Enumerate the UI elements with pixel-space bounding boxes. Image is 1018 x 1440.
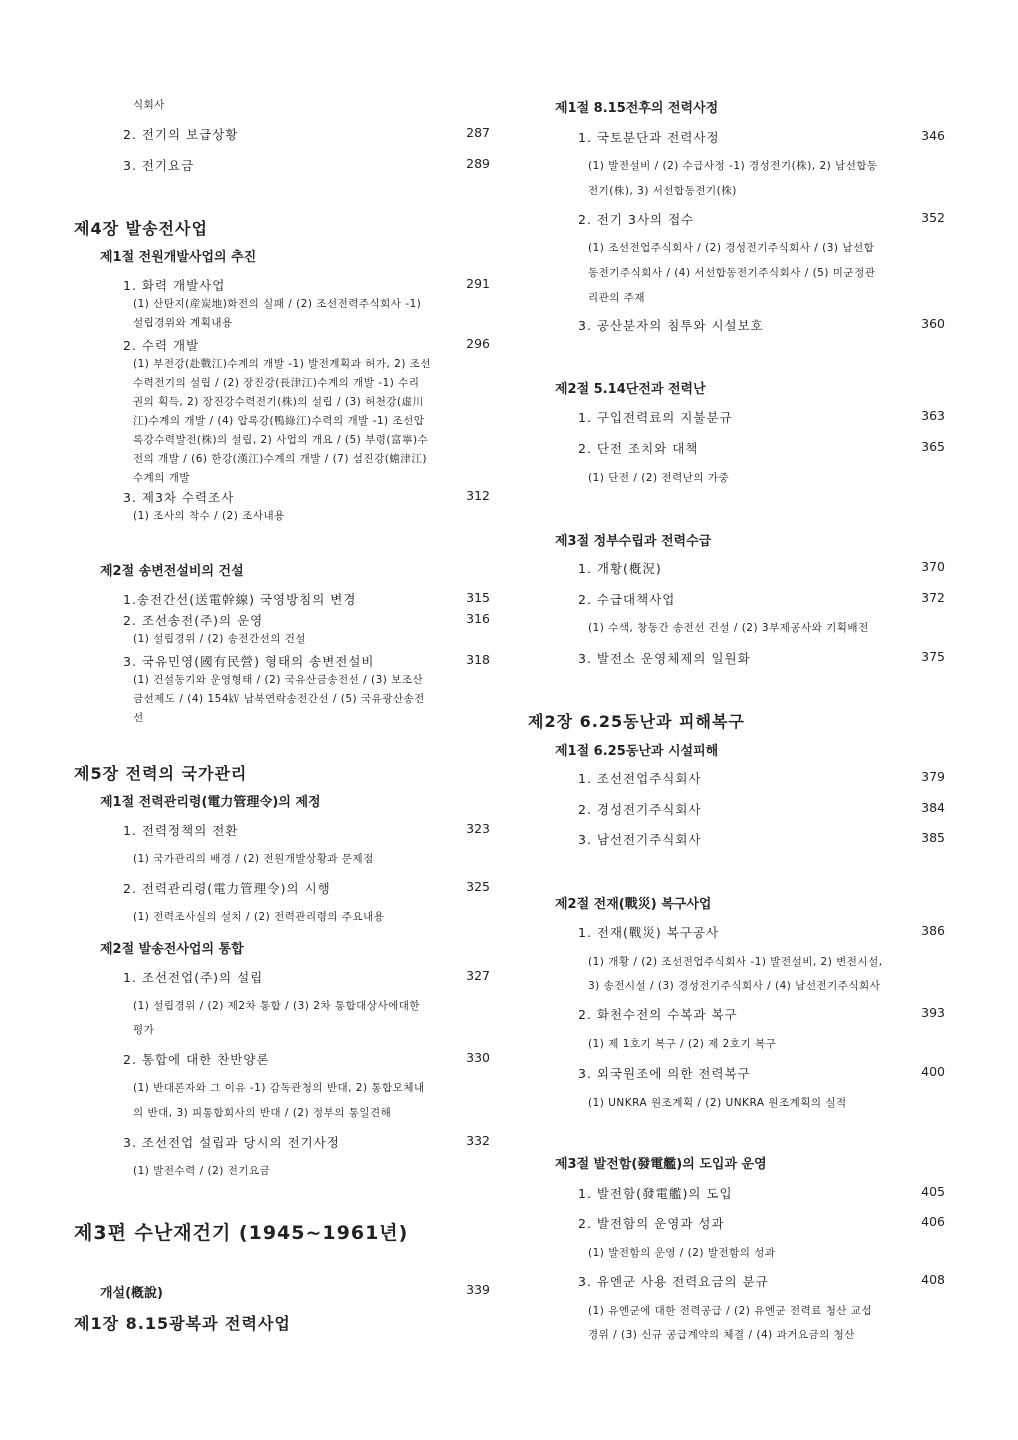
page-number: 400 <box>921 1064 945 1079</box>
toc-subtopics: 수계의 개발 <box>133 472 191 484</box>
toc-item: 3. 공산분자의 침투와 시설보호 <box>578 318 764 333</box>
toc-subtopics: 리관의 주재 <box>588 292 646 304</box>
toc-item: 2. 전기 3사의 접수 <box>578 212 695 227</box>
section-heading: 제1절 8.15전후의 전력사정 <box>555 101 719 116</box>
page-number: 360 <box>921 316 945 331</box>
toc-subtopics: 전기(株), 3) 서선합동전기(株) <box>588 185 737 197</box>
page-number: 291 <box>466 276 490 291</box>
section-heading: 제1절 전력관리령(電力管理令)의 제정 <box>100 795 321 810</box>
toc-item: 3. 남선전기주식회사 <box>578 832 702 847</box>
toc-subtopics: (1) 유엔군에 대한 전력공급 / (2) 유엔군 전력료 청산 교섭 <box>588 1305 873 1317</box>
chapter-heading: 제1장 8.15광복과 전력사업 <box>74 1314 291 1333</box>
section-heading: 제1절 6.25동난과 시설피해 <box>555 744 719 759</box>
toc-subtopics: (1) 국가관리의 배경 / (2) 전원개발상황과 문제점 <box>133 853 374 865</box>
toc-subtopics: (1) 전력조사실의 설치 / (2) 전력관리령의 주요내용 <box>133 911 385 923</box>
toc-subtopics: (1) 발전설비 / (2) 수급사정 -1) 경성전기(株), 2) 남선합동 <box>588 160 878 172</box>
toc-item: 2. 발전함의 운영과 성과 <box>578 1216 725 1231</box>
section-heading: 제2절 5.14단전과 전력난 <box>555 382 706 397</box>
toc-subtopics: 수력전기의 설립 / (2) 장진강(長津江)수계의 개발 -1) 수리 <box>133 377 420 389</box>
page-number: 405 <box>921 1184 945 1199</box>
page-number: 289 <box>466 156 490 171</box>
page-number: 316 <box>466 611 490 626</box>
page-number: 325 <box>466 879 490 894</box>
page-number: 332 <box>466 1133 490 1148</box>
toc-item: 2. 전기의 보급상황 <box>123 127 239 142</box>
toc-item: 2. 조선송전(주)의 운영 <box>123 613 264 628</box>
page-number: 327 <box>466 968 490 983</box>
toc-item: 1.송전간선(送電幹線) 국영방침의 변경 <box>123 592 357 607</box>
page-number: 312 <box>466 488 490 503</box>
toc-subtopics: (1) 건설동기와 운영형태 / (2) 국유산금송전선 / (3) 보조산 <box>133 674 424 686</box>
page-number: 339 <box>466 1282 490 1297</box>
toc-subtopics: (1) UNKRA 원조계획 / (2) UNKRA 원조계획의 실적 <box>588 1097 847 1109</box>
toc-subtopics: (1) 조사의 착수 / (2) 조사내용 <box>133 510 285 522</box>
toc-item: 2. 경성전기주식회사 <box>578 802 702 817</box>
toc-subtopics: (1) 개황 / (2) 조선전업주식회사 -1) 발전설비, 2) 변전시설, <box>588 956 883 968</box>
page-number: 408 <box>921 1272 945 1287</box>
toc-item: 1. 조선전업주식회사 <box>578 771 702 786</box>
page-number: 365 <box>921 439 945 454</box>
toc-item: 2. 단전 조치와 대책 <box>578 441 699 456</box>
toc-subtopics: 권의 획득, 2) 장진강수력전기(株)의 설립 / (3) 허천강(虛川 <box>133 396 424 408</box>
section-heading: 제2절 발송전사업의 통합 <box>100 942 244 957</box>
toc-subtopics: (1) 발전함의 운영 / (2) 발전함의 성과 <box>588 1247 776 1259</box>
page-number: 386 <box>921 923 945 938</box>
chapter-heading: 제4장 발송전사업 <box>74 219 208 238</box>
toc-subtopics: (1) 제 1호기 복구 / (2) 제 2호기 복구 <box>588 1038 777 1050</box>
section-heading: 제3절 정부수립과 전력수급 <box>555 534 712 549</box>
toc-item: 1. 화력 개발사업 <box>123 278 226 293</box>
toc-subtopics: 식회사 <box>133 99 165 111</box>
toc-subtopics: (1) 수색, 창동간 송전선 건설 / (2) 3부제공사와 기획배전 <box>588 622 869 634</box>
toc-subtopics: (1) 조선전업주식회사 / (2) 경성전기주식회사 / (3) 남선합 <box>588 242 875 254</box>
toc-subtopics: 록강수력발전(株)의 설립, 2) 사업의 개요 / (5) 부령(富寧)수 <box>133 434 429 446</box>
page-number: 406 <box>921 1214 945 1229</box>
page-number: 352 <box>921 210 945 225</box>
chapter-heading: 제5장 전력의 국가관리 <box>74 764 248 783</box>
toc-subtopics: 3) 송전시설 / (3) 경성전기주식회사 / (4) 남선전기주식회사 <box>588 980 881 992</box>
toc-item: 2. 화천수전의 수복과 복구 <box>578 1007 738 1022</box>
page-number: 384 <box>921 800 945 815</box>
toc-item: 3. 국유민영(國有民營) 형태의 송변전설비 <box>123 654 375 669</box>
toc-subtopics: 江)수계의 개발 / (4) 압록강(鴨綠江)수력의 개발 -1) 조선압 <box>133 415 425 427</box>
toc-subtopics: 평가 <box>133 1024 155 1036</box>
page-number: 393 <box>921 1005 945 1020</box>
page-number: 372 <box>921 590 945 605</box>
toc-item: 1. 구입전력료의 지불분규 <box>578 410 733 425</box>
page-number: 385 <box>921 830 945 845</box>
toc-item: 1. 전력정책의 전환 <box>123 823 239 838</box>
toc-subtopics: 경위 / (3) 신규 공급계약의 체결 / (4) 과거요금의 청산 <box>588 1329 855 1341</box>
toc-subtopics: 전의 개발 / (6) 한강(漢江)수계의 개발 / (7) 섬진강(蟾津江) <box>133 453 427 465</box>
toc-subtopics: 금선제도 / (4) 154㎸ 남북연락송전간선 / (5) 국유광산송전 <box>133 693 425 705</box>
page-number: 330 <box>466 1050 490 1065</box>
section-heading: 제1절 전원개발사업의 추진 <box>100 250 257 265</box>
toc-item: 1. 국토분단과 전력사정 <box>578 130 720 145</box>
toc-item: 2. 전력관리령(電力管理令)의 시행 <box>123 881 331 896</box>
page-number: 346 <box>921 128 945 143</box>
section-heading: 제2절 전재(戰災) 복구사업 <box>555 897 712 912</box>
page-number: 379 <box>921 769 945 784</box>
part-heading: 제3편 수난재건기 (1945~1961년) <box>74 1222 409 1244</box>
toc-item: 3. 발전소 운영체제의 일원화 <box>578 651 751 666</box>
toc-item: 3. 제3차 수력조사 <box>123 490 235 505</box>
toc-subtopics: 동전기주식회사 / (4) 서선합동전기주식회사 / (5) 미군정관 <box>588 267 876 279</box>
toc-subtopics: (1) 부전강(赴戰江)수계의 개발 -1) 발전계획과 허가, 2) 조선 <box>133 358 432 370</box>
toc-subtopics: 설립경위와 계획내용 <box>133 317 233 329</box>
toc-item: 2. 통합에 대한 찬반양론 <box>123 1052 270 1067</box>
toc-subtopics: (1) 발전수력 / (2) 전기요금 <box>133 1165 271 1177</box>
page-number: 370 <box>921 559 945 574</box>
toc-subtopics: 의 반대, 3) 피통합회사의 반대 / (2) 정부의 통일견해 <box>133 1107 392 1119</box>
page-number: 323 <box>466 821 490 836</box>
toc-item: 2. 수력 개발 <box>123 338 200 353</box>
page-number: 375 <box>921 649 945 664</box>
toc-item: 1. 개황(槪況) <box>578 561 662 576</box>
section-heading: 개설(槪說) <box>100 1286 163 1301</box>
toc-item: 3. 유엔군 사용 전력요금의 분규 <box>578 1274 769 1289</box>
toc-subtopics: (1) 설립경위 / (2) 제2차 통합 / (3) 2차 통합대상사에대한 <box>133 1000 421 1012</box>
chapter-heading: 제2장 6.25동난과 피해복구 <box>528 712 745 731</box>
toc-subtopics: (1) 반대론자와 그 이유 -1) 감독관청의 반대, 2) 통합모체내 <box>133 1082 425 1094</box>
toc-item: 3. 조선전업 설립과 당시의 전기사정 <box>123 1135 340 1150</box>
toc-item: 1. 조선전업(주)의 설립 <box>123 970 264 985</box>
page-number: 287 <box>466 125 490 140</box>
toc-item: 2. 수급대책사업 <box>578 592 676 607</box>
toc-item: 1. 발전함(發電艦)의 도입 <box>578 1186 733 1201</box>
page-number: 296 <box>466 336 490 351</box>
toc-subtopics: (1) 산탄지(産炭地)화전의 실패 / (2) 조선전력주식회사 -1) <box>133 298 422 310</box>
toc-subtopics: (1) 단전 / (2) 전력난의 가중 <box>588 472 730 484</box>
toc-item: 3. 외국원조에 의한 전력복구 <box>578 1066 751 1081</box>
toc-item: 3. 전기요금 <box>123 158 195 173</box>
toc-subtopics: (1) 설립경위 / (2) 송전간선의 건설 <box>133 633 307 645</box>
section-heading: 제3절 발전함(發電艦)의 도입과 운영 <box>555 1157 767 1172</box>
page-number: 363 <box>921 408 945 423</box>
page-number: 315 <box>466 590 490 605</box>
section-heading: 제2절 송변전설비의 건설 <box>100 564 244 579</box>
page-number: 318 <box>466 652 490 667</box>
toc-item: 1. 전재(戰災) 복구공사 <box>578 925 720 940</box>
toc-subtopics: 선 <box>133 712 144 724</box>
